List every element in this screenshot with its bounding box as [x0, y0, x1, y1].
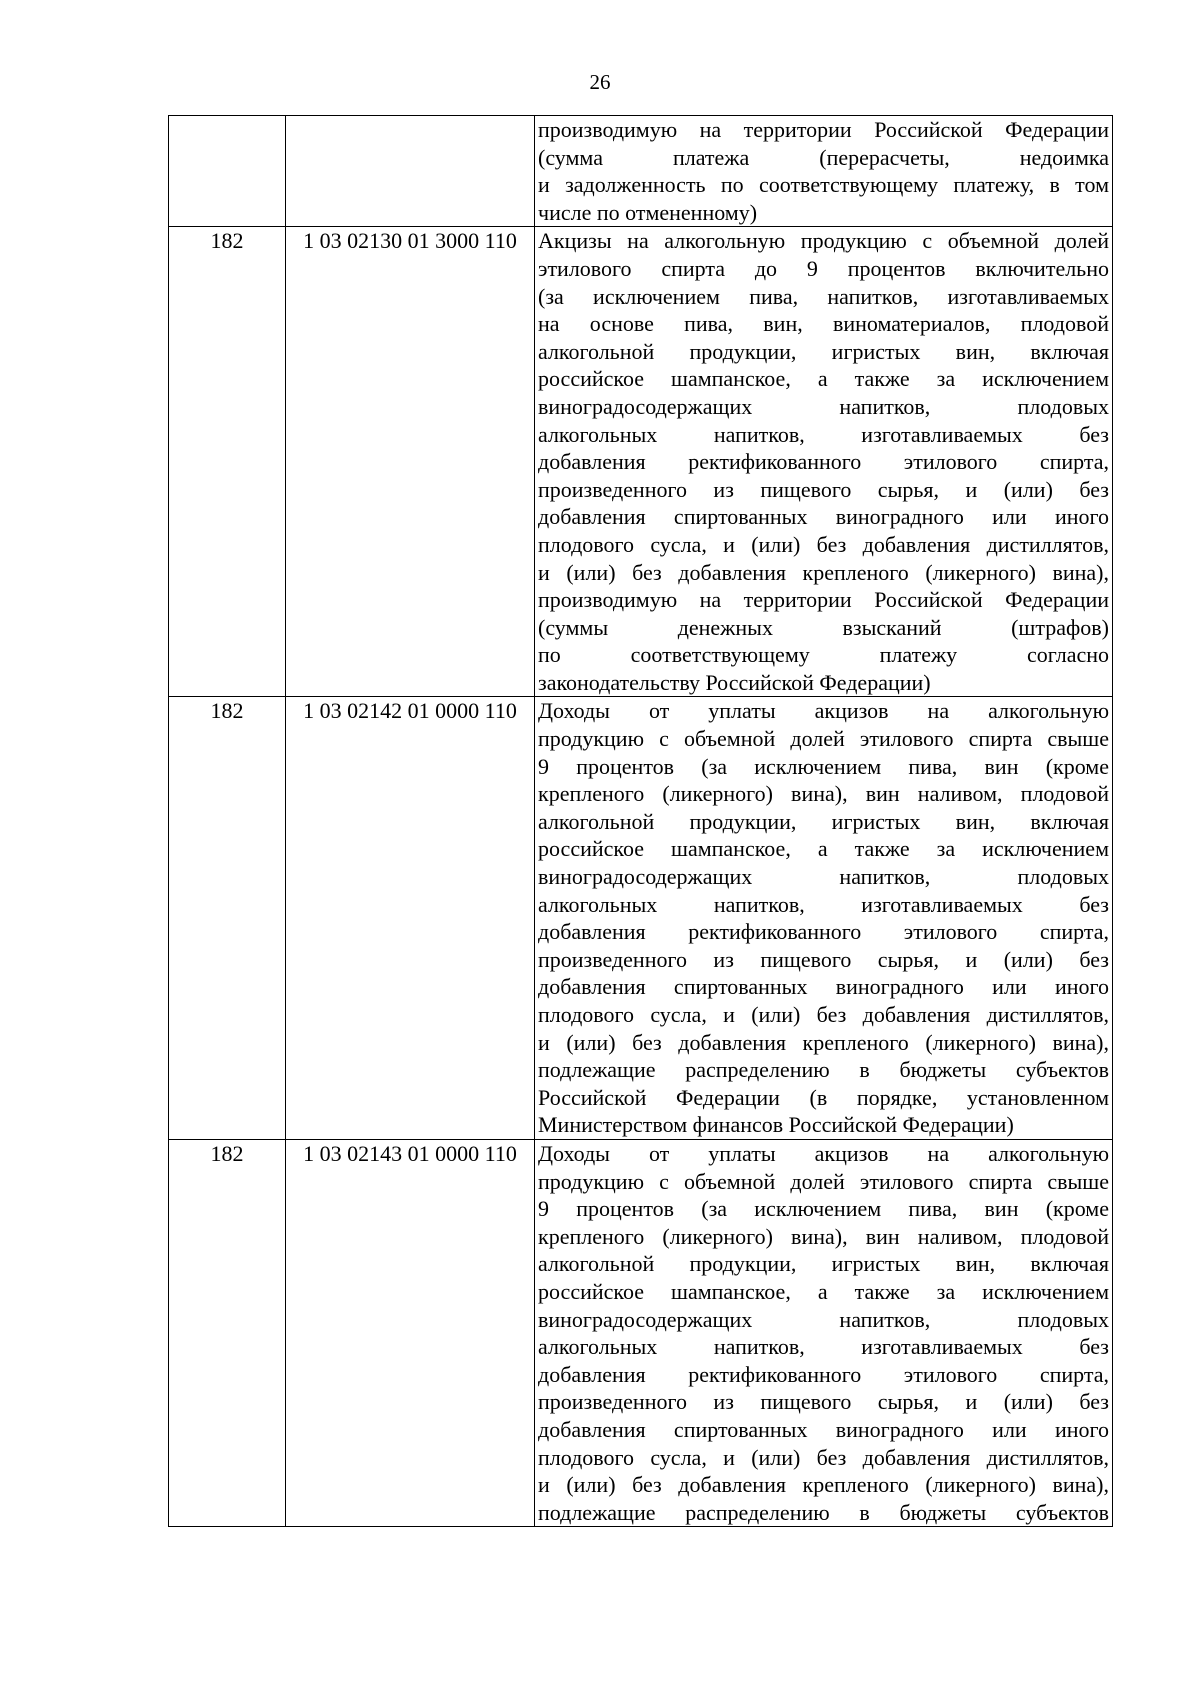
- name-line: (суммы денежных взысканий (штрафов): [538, 614, 1109, 640]
- name-line: производимую на территории Российской Федерации: [538, 117, 1109, 142]
- name-cell: [535, 116, 1113, 227]
- name-line: по соответствующему платежу согласно: [538, 642, 1109, 668]
- name-line: (сумма платежа (перерасчеты, недоимка: [538, 144, 1109, 170]
- budget-code-cell: [286, 116, 535, 227]
- name-line: законодательству Российской Федерации): [538, 669, 931, 695]
- name-cell: [535, 227, 1113, 697]
- name-line: подлежащие распределению в бюджеты субъектов: [538, 1499, 1109, 1525]
- name-line: виноградосодержащих напитков, плодовых: [538, 393, 1109, 419]
- budget-code-cell: 1 03 02130 01 3000 110: [286, 227, 535, 697]
- name-line: добавления ректификованного этилового спирта,: [538, 919, 1109, 945]
- budget-code-cell: 1 03 02143 01 0000 110: [286, 1139, 535, 1526]
- table-row: [169, 1139, 1113, 1526]
- name-line: добавления ректификованного этилового спирта,: [538, 449, 1109, 475]
- table-row: [169, 697, 1113, 1140]
- name-line: алкогольной продукции, игристых вин, включая: [538, 338, 1109, 364]
- name-line: плодового сусла, и (или) без добавления дистиллятов,: [538, 1002, 1109, 1027]
- name-line: российское шампанское, а также за исключением: [538, 366, 1109, 392]
- name-line: и (или) без добавления крепленого (ликерного) вина),: [538, 559, 1109, 585]
- name-line: алкогольной продукции, игристых вин, включая: [538, 1251, 1109, 1277]
- name-line: этилового спирта до 9 процентов включительно: [538, 255, 1109, 281]
- budget-code-cell: 1 03 02142 01 0000 110: [286, 697, 535, 1140]
- name-line: и (или) без добавления крепленого (ликерного) вина),: [538, 1472, 1109, 1498]
- name-line: добавления ректификованного этилового спирта,: [538, 1361, 1109, 1387]
- name-cell: [535, 697, 1113, 1140]
- name-line: алкогольной продукции, игристых вин, включая: [538, 808, 1109, 834]
- name-line: добавления спиртованных виноградного или иного: [538, 974, 1109, 1000]
- name-line: алкогольных напитков, изготавливаемых без: [538, 1334, 1109, 1360]
- name-line: произведенного из пищевого сырья, и (или) без: [538, 1389, 1109, 1415]
- income-codes-table: [168, 115, 1113, 1527]
- page-number: 26: [589, 70, 611, 94]
- name-line: плодового сусла, и (или) без добавления дистиллятов,: [538, 1444, 1109, 1470]
- name-line: произведенного из пищевого сырья, и (или) без: [538, 476, 1109, 502]
- name-line: (за исключением пива, напитков, изготавливаемых: [538, 283, 1109, 309]
- name-line: числе по отмененному): [538, 199, 758, 225]
- name-line: добавления спиртованных виноградного или иного: [538, 504, 1109, 530]
- name-line: на основе пива, вин, виноматериалов, плодовой: [538, 311, 1109, 337]
- admin-code-cell: 182: [169, 697, 286, 1140]
- name-line: добавления спиртованных виноградного или иного: [538, 1416, 1109, 1442]
- name-line: Российской Федерации (в порядке, установленном: [538, 1084, 1109, 1110]
- name-line: Доходы от уплаты акцизов на алкогольную: [538, 698, 1109, 724]
- name-line: 9 процентов (за исключением пива, вин (кроме: [538, 753, 1109, 779]
- name-line: плодового сусла, и (или) без добавления дистиллятов,: [538, 531, 1109, 557]
- name-line: и (или) без добавления крепленого (ликерного) вина),: [538, 1029, 1109, 1055]
- name-line: продукцию с объемной долей этилового спирта свыше: [538, 726, 1109, 752]
- name-cell: [535, 1139, 1113, 1526]
- name-line: российское шампанское, а также за исключением: [538, 836, 1109, 862]
- name-line: произведенного из пищевого сырья, и (или) без: [538, 946, 1109, 972]
- name-line: продукцию с объемной долей этилового спирта свыше: [538, 1168, 1109, 1194]
- admin-code-cell: [169, 116, 286, 227]
- table-row: [169, 116, 1113, 227]
- name-line: подлежащие распределению в бюджеты субъектов: [538, 1057, 1109, 1083]
- name-line: крепленого (ликерного) вина), вин наливом, плодовой: [538, 1223, 1109, 1249]
- name-line: виноградосодержащих напитков, плодовых: [538, 1306, 1109, 1332]
- name-line: производимую на территории Российской Федерации: [538, 587, 1109, 613]
- admin-code-cell: 182: [169, 1139, 286, 1526]
- name-line: Доходы от уплаты акцизов на алкогольную: [538, 1140, 1109, 1166]
- name-line: крепленого (ликерного) вина), вин наливом, плодовой: [538, 781, 1109, 807]
- name-line: виноградосодержащих напитков, плодовых: [538, 864, 1109, 890]
- name-line: алкогольных напитков, изготавливаемых без: [538, 421, 1109, 447]
- name-line: и задолженность по соответствующему платежу, в том: [538, 172, 1109, 198]
- name-line: Акцизы на алкогольную продукцию с объемной долей: [538, 228, 1109, 254]
- name-line: Министерством финансов Российской Федерации): [538, 1112, 1014, 1138]
- name-line: 9 процентов (за исключением пива, вин (кроме: [538, 1196, 1109, 1222]
- name-line: российское шампанское, а также за исключением: [538, 1278, 1109, 1304]
- name-line: алкогольных напитков, изготавливаемых без: [538, 891, 1109, 917]
- admin-code-cell: 182: [169, 227, 286, 697]
- table-row: [169, 227, 1113, 697]
